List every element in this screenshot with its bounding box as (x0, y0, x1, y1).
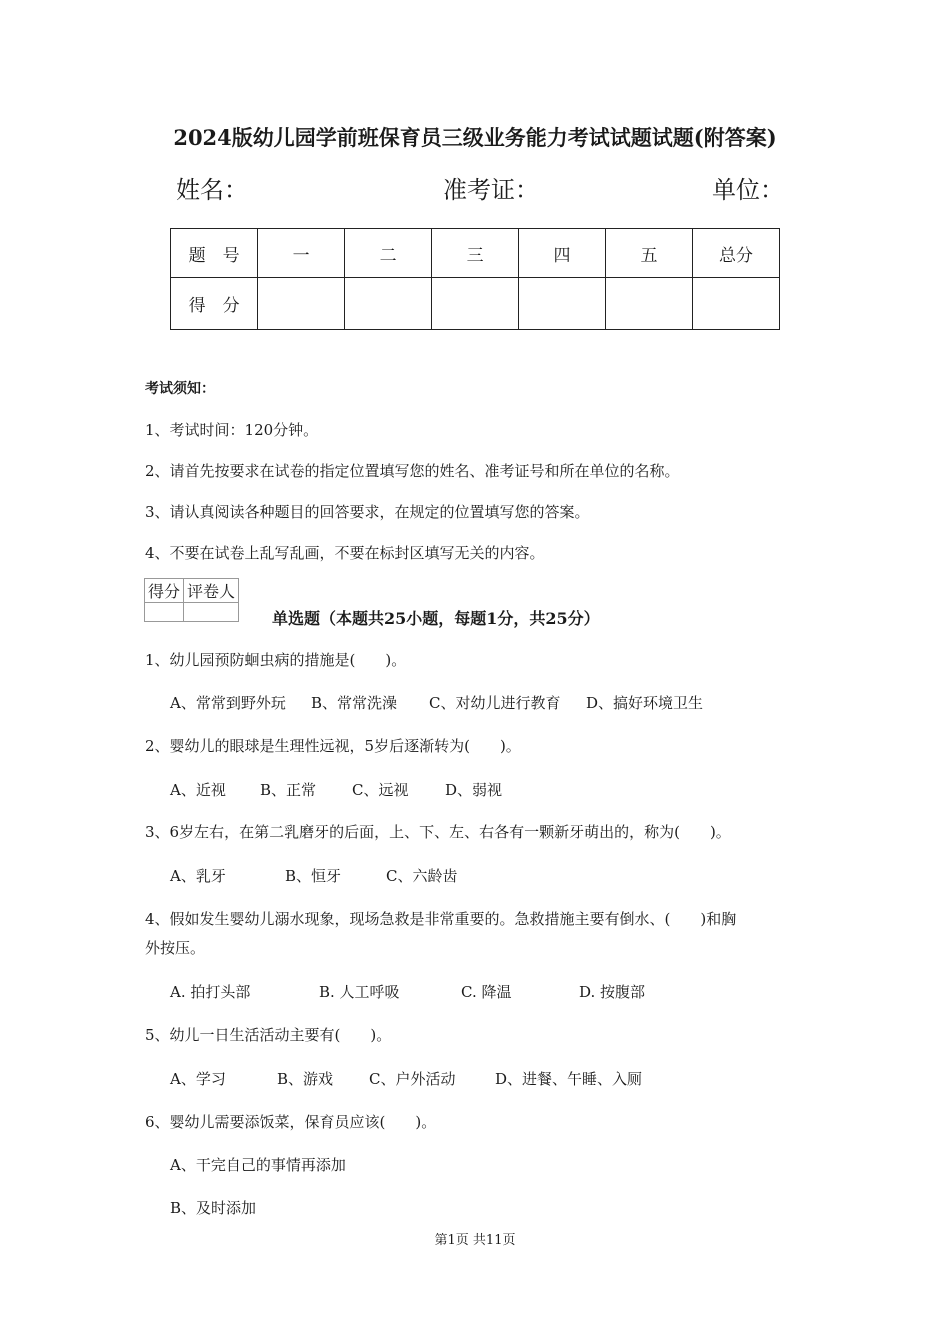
score-cell[interactable] (606, 278, 693, 330)
question-stem: 3、6岁左右，在第二乳磨牙的后面，上、下、左、右各有一颗新牙萌出的，称为( )。 (145, 823, 731, 841)
option: B. 人工呼吸 (319, 983, 400, 1001)
option: A、干完自己的事情再添加 (170, 1156, 346, 1174)
exam-id-label: 准考证： (443, 176, 539, 204)
notice-item: 2、请首先按要求在试卷的指定位置填写您的姓名、准考证号和所在单位的名称。 (145, 462, 680, 480)
option: A、学习 (170, 1070, 226, 1088)
notice-item: 3、请认真阅读各种题目的回答要求，在规定的位置填写您的答案。 (145, 503, 590, 521)
section-title: 单选题（本题共25小题，每题1分，共25分） (272, 609, 600, 628)
grader-box (144, 578, 239, 622)
score-header-cell: 一 (258, 229, 345, 278)
option: A、近视 (170, 781, 226, 799)
score-cell[interactable] (345, 278, 432, 330)
score-header-cell: 五 (606, 229, 693, 278)
option: A. 拍打头部 (170, 983, 251, 1001)
option: D、弱视 (445, 781, 503, 799)
score-cell[interactable] (519, 278, 606, 330)
grader-reviewer-cell[interactable] (184, 603, 239, 622)
score-header-cell: 总分 (692, 229, 779, 278)
page-footer: 第1页 共11页 (434, 1233, 516, 1248)
option: D、进餐、午睡、入厕 (495, 1070, 643, 1088)
grader-score-label: 得分 (145, 579, 184, 603)
score-header-cell: 四 (519, 229, 606, 278)
question-stem: 6、婴幼儿需要添饭菜，保育员应该( )。 (145, 1113, 437, 1131)
option: A、乳牙 (170, 867, 226, 885)
score-table (170, 228, 780, 330)
score-table-score-row (171, 278, 780, 330)
score-cell[interactable] (432, 278, 519, 330)
option: A、常常到野外玩 (170, 694, 286, 712)
option: C、六龄齿 (386, 867, 458, 885)
score-header-cell: 二 (345, 229, 432, 278)
option: B、常常洗澡 (311, 694, 398, 712)
notice-item: 1、考试时间：120分钟。 (145, 421, 319, 439)
score-cell[interactable] (258, 278, 345, 330)
name-label: 姓名： (176, 176, 248, 204)
option: D. 按腹部 (579, 983, 646, 1001)
option: B、正常 (260, 781, 317, 799)
notice-item: 4、不要在试卷上乱写乱画，不要在标封区填写无关的内容。 (145, 544, 545, 562)
score-cell[interactable] (692, 278, 779, 330)
option: C、远视 (352, 781, 409, 799)
question-stem: 4、假如发生婴幼儿溺水现象，现场急救是非常重要的。急救措施主要有倒水、( )和胸 (145, 910, 737, 928)
notice-heading: 考试须知： (145, 381, 215, 397)
option: C. 降温 (461, 983, 512, 1001)
question-stem-continued: 外按压。 (145, 939, 206, 957)
grader-reviewer-label: 评卷人 (184, 579, 239, 603)
document-title: 2024版幼儿园学前班保育员三级业务能力考试试题试题(附答案) (173, 125, 777, 150)
option: B、恒牙 (285, 867, 342, 885)
score-table-header-row (171, 229, 780, 278)
score-row-label: 得 分 (171, 278, 258, 330)
grader-score-cell[interactable] (145, 603, 184, 622)
unit-label: 单位： (712, 176, 784, 204)
option: B、游戏 (277, 1070, 334, 1088)
score-header-cell: 题 号 (171, 229, 258, 278)
question-stem: 2、婴幼儿的眼球是生理性远视，5岁后逐渐转为( )。 (145, 737, 521, 755)
question-stem: 5、幼儿一日生活活动主要有( )。 (145, 1026, 392, 1044)
option: B、及时添加 (170, 1199, 257, 1217)
option: C、对幼儿进行教育 (429, 694, 561, 712)
score-header-cell: 三 (432, 229, 519, 278)
option: D、搞好环境卫生 (586, 694, 704, 712)
question-stem: 1、幼儿园预防蛔虫病的措施是( )。 (145, 651, 407, 669)
option: C、户外活动 (369, 1070, 456, 1088)
